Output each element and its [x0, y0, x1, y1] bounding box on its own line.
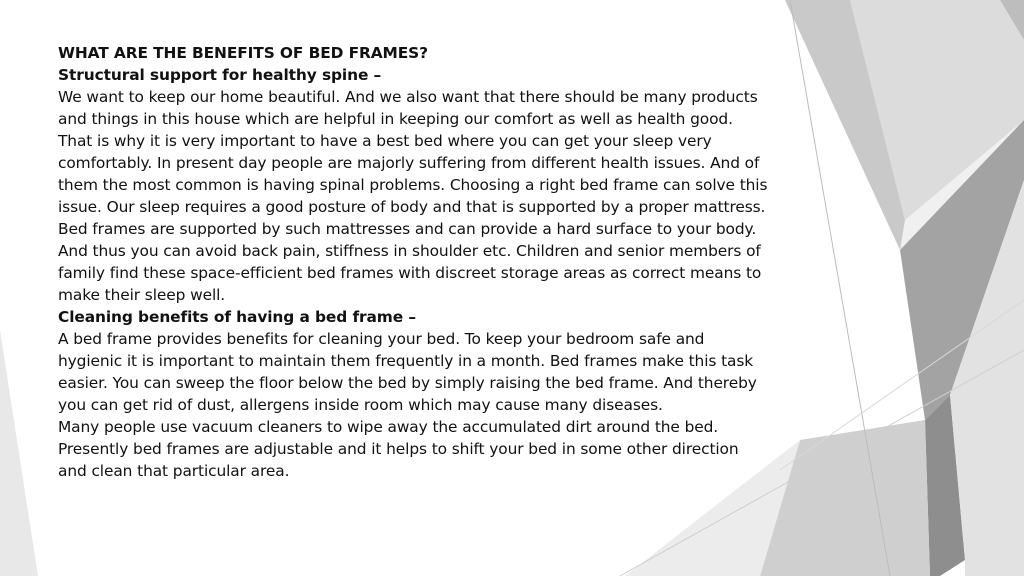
- paragraph-cleaning: A bed frame provides benefits for cleaning your bed. To keep your bedroom safe and hygienic it is important to maintain them frequently in a month. Bed frames make this task easier. You can sweep the floor below the bed by simply raising the bed frame. And thereby you can get rid of dust, allergens inside room which may cause many diseases.: [58, 330, 757, 414]
- slide-title: WHAT ARE THE BENEFITS OF BED FRAMES?: [58, 44, 428, 62]
- slide-text-body: [58, 42, 770, 482]
- left-edge-facet: [0, 330, 38, 576]
- section-heading-spine: Structural support for healthy spine –: [58, 66, 382, 84]
- paragraph-vacuum: Many people use vacuum cleaners to wipe away the accumulated dirt around the bed. Presently bed frames are adjustable and it helps to shift your bed in some other direction and clean that particular area.: [58, 418, 739, 480]
- section-heading-cleaning: Cleaning benefits of having a bed frame –: [58, 308, 416, 326]
- facet-bottom-mid: [760, 420, 930, 576]
- paragraph-spine: We want to keep our home beautiful. And we also want that there should be many products and things in this house which are helpful in keeping our comfort as well as health good. That is why it is very important to have a best bed where you can get your sleep very comfortably. In present day people are majorly suffering from different health issues. And of them the most common is having spinal problems. Choosing a right bed frame can solve this issue. Our sleep requires a good posture of body and that is supported by a proper mattress. Bed frames are supported by such mattresses and can provide a hard surface to your body. And thus you can avoid back pain, stiffness in shoulder etc. Children and senior members of family find these space-efficient bed frames with discreet storage areas as correct means to make their sleep well.: [58, 88, 768, 304]
